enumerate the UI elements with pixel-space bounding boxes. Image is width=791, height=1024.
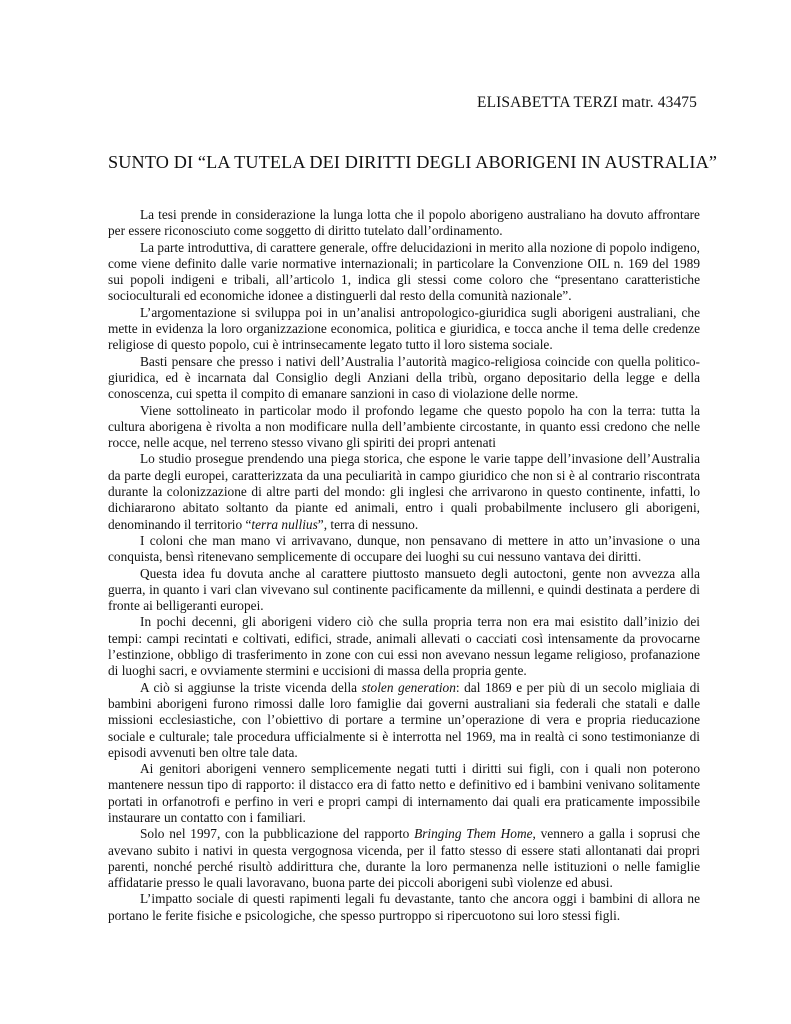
author-line: ELISABETTA TERZI matr. 43475 (477, 94, 697, 111)
paragraph: La tesi prende in considerazione la lunga lotta che il popolo aborigeno australiano ha dovuto affrontare per essere riconosciuto come soggetto di diritto tutelato dall’ordinamento. (108, 207, 700, 239)
paragraph: L’impatto sociale di questi rapimenti legali fu devastante, tanto che ancora oggi i bambini di allora ne portano le ferite fisiche e psicologiche, che spesso purtroppo si ripercuotono sui loro stessi figli. (108, 891, 700, 923)
paragraph: Viene sottolineato in particolar modo il profondo legame che questo popolo ha con la terra: tutta la cultura aborigena è rivolta a non modificare nulla dell’ambiente circostante, in quanto essi credono che nelle rocce, nelle acque, nel terreno stesso vivano gli spiriti dei propri antenati (108, 402, 700, 451)
paragraph: Solo nel 1997, con la pubblicazione del rapporto Bringing Them Home, vennero a galla i soprusi che avevano subito i nativi in questa vergognosa vicenda, per il fatto stesso di essere stati allontanati dai propri parenti, nonché perché risultò addirittura che, durante la loro permanenza nelle istituzioni o nelle famiglie affidatarie presso le quali lavoravano, buona parte dei piccoli aborigeni subì violenze ed abusi. (108, 826, 701, 891)
document-title: SUNTO DI “LA TUTELA DEI DIRITTI DEGLI ABORIGENI IN AUSTRALIA” (108, 152, 718, 172)
paragraph: Basti pensare che presso i nativi dell’Australia l’autorità magico-religiosa coincide con quella politico-giuridica, ed è incarnata dal Consiglio degli Anziani della tribù, organo depositario della legge e della conoscenza, cui spetta il compito di emanare sanzioni in caso di violazione delle norme. (108, 353, 700, 402)
paragraph: La parte introduttiva, di carattere generale, offre delucidazioni in merito alla nozione di popolo indigeno, come viene definito dalle varie normative internazionali; in particolare la Convenzione OIL n. 169 del 1989 sui popoli indigeni e tribali, all’articolo 1, indica gli stessi come coloro che “presentano caratteristiche socioculturali ed economiche idonee a distinguerli dal resto della comunità nazionale”. (108, 239, 700, 304)
italic-term: Bringing Them Home (414, 826, 533, 842)
italic-term: stolen generation (361, 679, 456, 695)
paragraph: A ciò si aggiunse la triste vicenda della stolen generation: dal 1869 e per più di un secolo migliaia di bambini aborigeni furono rimossi dalle loro famiglie dai governi australiani sia federali che statali e dalle missioni ecclesiastiche, con l’obiettivo di portare a termine un’operazione di vera e propria rieducazione sociale e culturale; tale procedura ufficialmente si è interrotta nel 1969, ma in realtà ci sono testimonianze di episodi avvenuti ben oltre tale data. (108, 679, 700, 760)
paragraph: Questa idea fu dovuta anche al carattere piuttosto mansueto degli autoctoni, gente non avvezza alla guerra, in quanto i vari clan vivevano sul continente pacificamente da millenni, e quindi destinata a perdere di fronte ai belligeranti europei. (108, 565, 700, 614)
paragraph: Ai genitori aborigeni vennero semplicemente negati tutti i diritti sui figli, con i quali non poterono mantenere nessun tipo di rapporto: il distacco era di fatto netto e definitivo ed i bambini venivano solitamente portati in orfanotrofi e perfino in veri e propri campi di internamento dai quali era praticamente impossibile instaurare un contatto con i familiari. (108, 761, 700, 825)
paragraph: Lo studio prosegue prendendo una piega storica, che espone le varie tappe dell’invasione dell’Australia da parte degli europei, caratterizzata da una peculiarità in campo giuridico che non si è al contrario riscontrata durante la colonizzazione di altre parti del mondo: gli inglesi che arrivarono in questo continente, infatti, lo dichiararono abitato soltanto da piante ed animali, entro i quali probabilmente inclusero gli aborigeni, denominando il territorio “terra nullius”, terra di nessuno. (108, 451, 700, 532)
document-body (108, 207, 700, 924)
paragraph: In pochi decenni, gli aborigeni videro ciò che sulla propria terra non era mai esistito dall’inizio dei tempi: campi recintati e coltivati, edifici, strade, animali allevati o cacciati così intensamente da provocarne l’estinzione, obbligo di trasferimento in zone con cui essi non avevano nessun legame religioso, profanazione di luoghi sacri, e ovviamente stermini e uccisioni di massa della propria gente. (108, 614, 700, 679)
paragraph: L’argomentazione si sviluppa poi in un’analisi antropologico-giuridica sugli aborigeni australiani, che mette in evidenza la loro organizzazione economica, politica e giuridica, e tocca anche il tema delle credenze religiose di questo popolo, cui è intrinsecamente legato tutto il loro sistema sociale. (108, 304, 700, 353)
italic-term: terra nullius (251, 516, 318, 532)
paragraph: I coloni che man mano vi arrivavano, dunque, non pensavano di mettere in atto un’invasione o una conquista, bensì ritenevano semplicemente di occupare dei luoghi su cui nessuno vantava dei diritti. (108, 532, 700, 565)
